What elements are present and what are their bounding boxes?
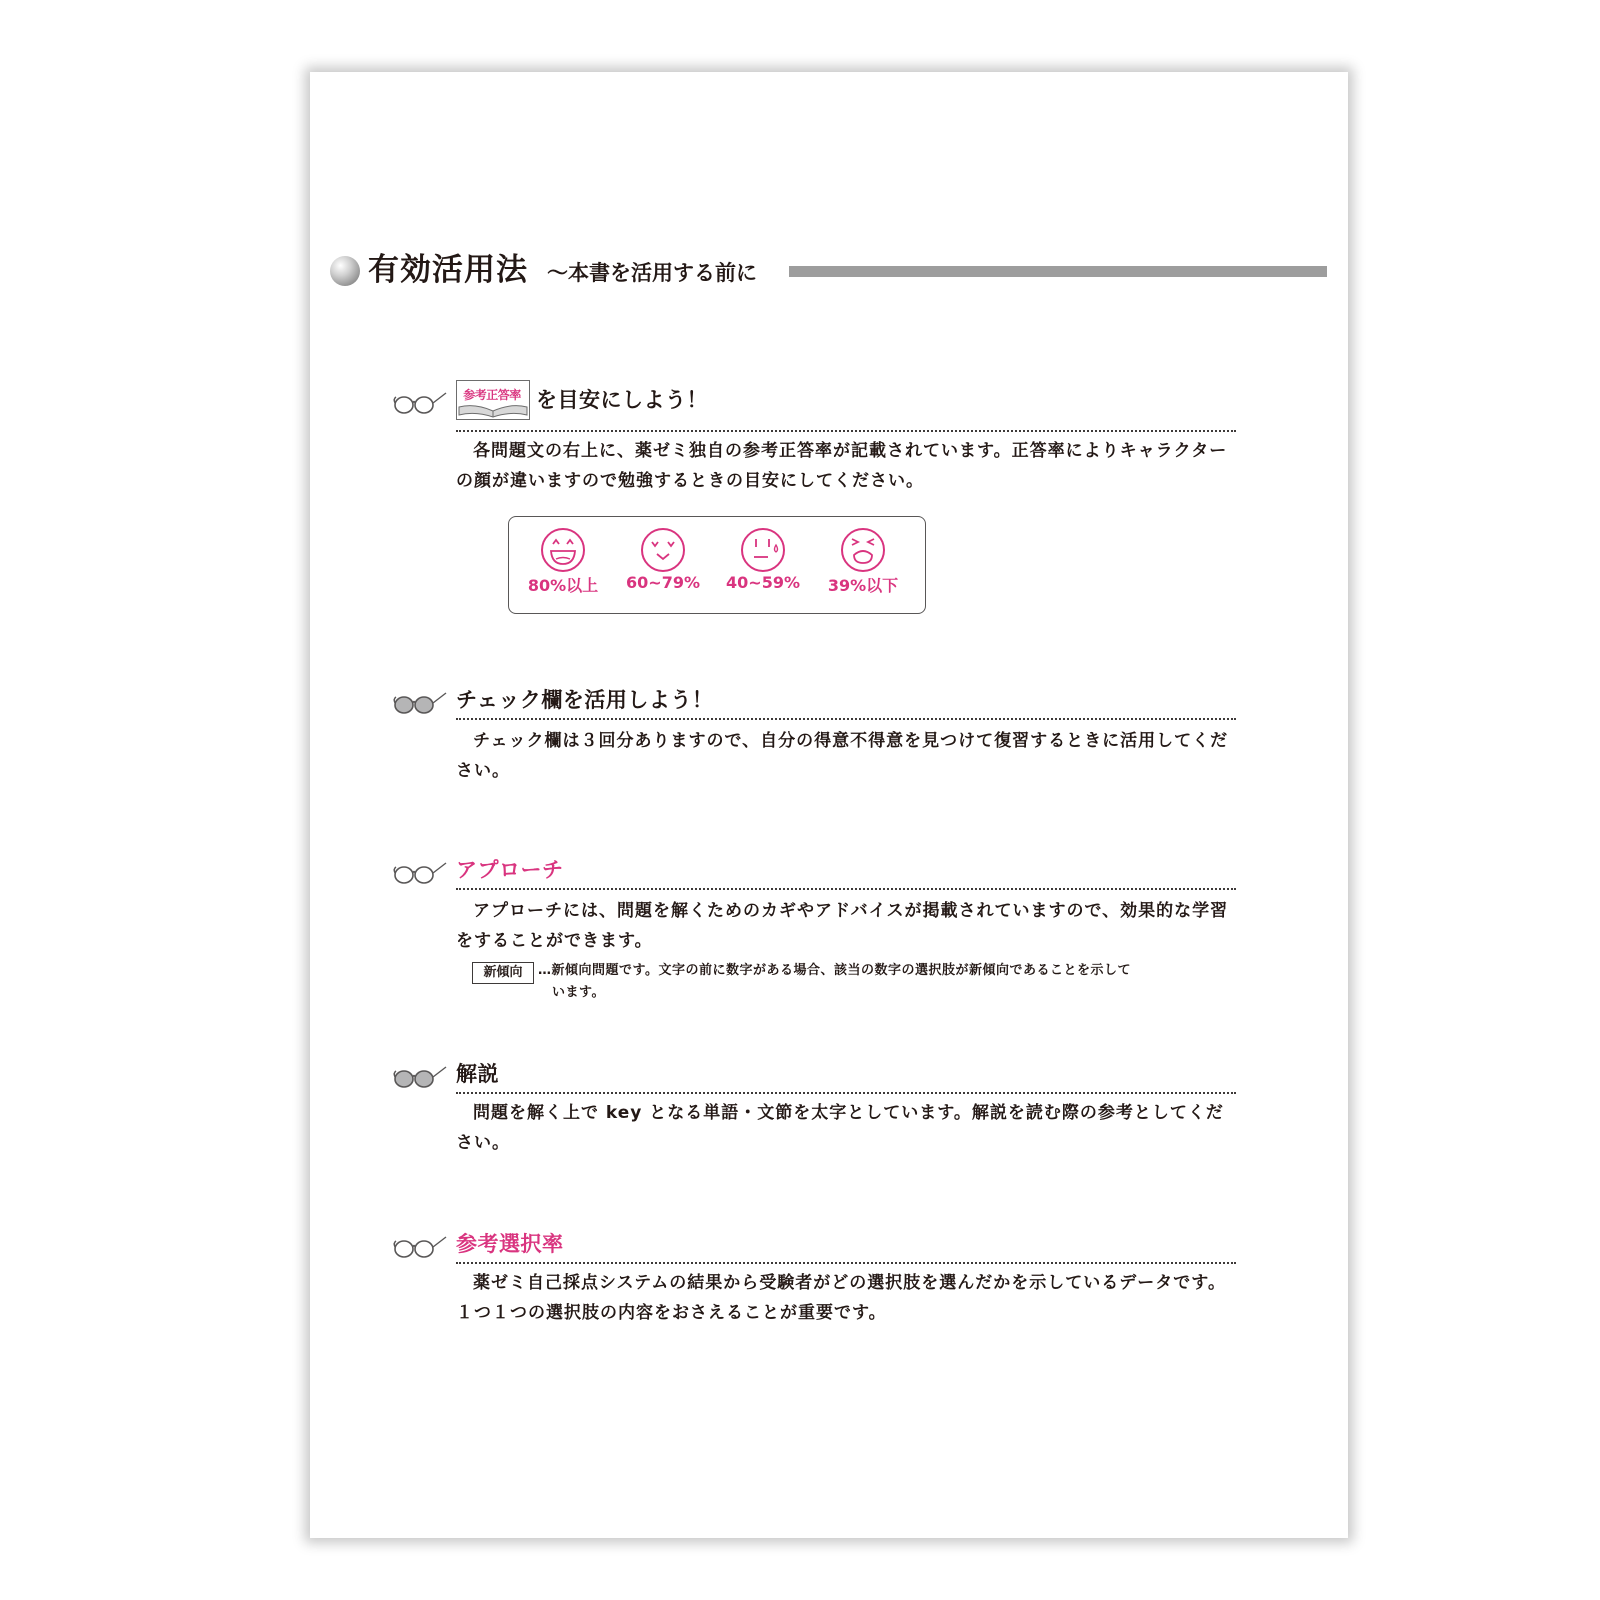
section-title-checkbox: チェック欄を活用しよう！ — [456, 688, 714, 712]
badge-label: 参考正答率 — [463, 388, 521, 402]
section-title-accuracy: を目安にしよう！ — [536, 388, 708, 412]
new-tendency-description — [538, 960, 1198, 1004]
title-rule — [789, 266, 1327, 277]
smiling-face-icon — [638, 527, 688, 573]
face-item — [813, 527, 913, 596]
section-body-approach: アプローチには、問題を解くためのカギやアドバイスが掲載されていますので、効果的な学習をすることができます。 — [456, 901, 1229, 951]
glasses-outline-icon — [390, 390, 448, 416]
reference-accuracy-badge — [456, 380, 530, 420]
face-label: 39%以下 — [827, 576, 899, 595]
glasses-outline-icon — [390, 860, 448, 886]
face-label: 80%以上 — [527, 576, 599, 595]
section-rule — [456, 430, 1236, 432]
section-body-selection-rate: 薬ゼミ自己採点システムの結果から受験者がどの選択肢を選んだかを示しているデータです。１つ１つの選択肢の内容をおさえることが重要です。 — [456, 1273, 1226, 1323]
crying-face-icon — [838, 527, 888, 573]
section-rule — [456, 888, 1236, 890]
tag-text-line-2: います。 — [552, 985, 605, 1000]
glasses-filled-icon — [390, 1064, 448, 1090]
face-label: 60~79% — [626, 573, 700, 592]
page — [310, 72, 1348, 1538]
section-rule — [456, 718, 1236, 720]
page-subtitle: ～本書を活用する前に — [547, 261, 757, 285]
face-item — [713, 527, 813, 592]
tag-text-line-1: …新傾向問題です。文字の前に数字がある場合、該当の数字の選択肢が新傾向であることを示して — [538, 963, 1131, 978]
laughing-face-icon — [538, 527, 588, 573]
face-item — [513, 527, 613, 596]
title-bullet-icon — [330, 256, 360, 286]
section-rule — [456, 1092, 1236, 1094]
face-item — [613, 527, 713, 592]
section-body-checkbox: チェック欄は３回分ありますので、自分の得意不得意を見つけて復習するときに活用してください。 — [456, 731, 1229, 781]
page-title: 有効活用法 — [368, 252, 528, 288]
accuracy-faces-panel — [508, 516, 926, 614]
section-body-accuracy: 各問題文の右上に、薬ゼミ独自の参考正答率が記載されています。正答率によりキャラクターの顔が違いますので勉強するときの目安にしてください。 — [456, 441, 1228, 491]
section-title-selection-rate: 参考選択率 — [456, 1232, 564, 1256]
section-title-explanation: 解説 — [456, 1062, 499, 1086]
section-rule — [456, 1262, 1236, 1264]
section-title-approach: アプローチ — [456, 858, 564, 882]
face-label: 40~59% — [726, 573, 800, 592]
neutral-face-icon — [738, 527, 788, 573]
section-body-explanation: 問題を解く上で key となる単語・文節を太字としています。解説を読む際の参考としてください。 — [456, 1103, 1224, 1153]
glasses-filled-icon — [390, 690, 448, 716]
glasses-outline-icon — [390, 1234, 448, 1260]
new-tendency-tag: 新傾向 — [472, 962, 534, 984]
